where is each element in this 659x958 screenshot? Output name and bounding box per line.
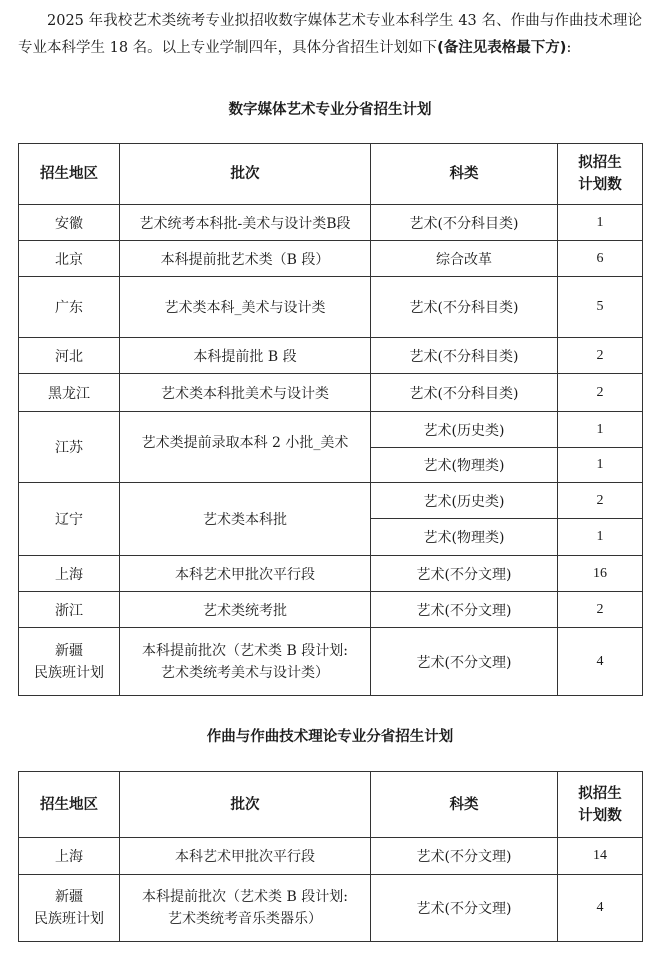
category-cell: 艺术(不分文理) <box>371 592 558 628</box>
header-region: 招生地区 <box>19 144 120 205</box>
intro-end: : <box>566 40 572 56</box>
table-row <box>19 628 643 696</box>
header-batch: 批次 <box>120 144 371 205</box>
table-row <box>19 412 643 448</box>
intro-note: (备注见表格最下方) <box>437 40 567 56</box>
intro-paragraph <box>18 8 642 62</box>
region-cell: 河北 <box>19 338 120 374</box>
region-cell: 广东 <box>19 277 120 338</box>
category-cell: 艺术(不分文理) <box>371 838 558 875</box>
count-cell: 2 <box>558 374 643 412</box>
region-cell: 江苏 <box>19 412 120 483</box>
count-cell: 14 <box>558 838 643 875</box>
category-cell: 艺术(历史类) <box>371 412 558 448</box>
count-cell: 1 <box>558 412 643 448</box>
batch-cell: 本科提前批次（艺术类 B 段计划: 艺术类统考音乐类器乐） <box>120 875 371 942</box>
table-row <box>19 338 643 374</box>
digital-media-plan-table <box>18 143 643 696</box>
category-cell: 艺术(不分文理) <box>371 875 558 942</box>
count-cell: 1 <box>558 448 643 483</box>
batch-cell: 艺术类统考批 <box>120 592 371 628</box>
batch-cell: 本科艺术甲批次平行段 <box>120 556 371 592</box>
table1-title: 数字媒体艺术专业分省招生计划 <box>228 102 432 118</box>
count-cell: 1 <box>558 205 643 241</box>
category-cell: 艺术(物理类) <box>371 519 558 556</box>
region-cell: 上海 <box>19 556 120 592</box>
count-cell: 2 <box>558 338 643 374</box>
table-row <box>19 592 643 628</box>
batch-cell: 本科艺术甲批次平行段 <box>120 838 371 875</box>
table-row <box>19 838 643 875</box>
count-cell: 2 <box>558 592 643 628</box>
table-row <box>19 205 643 241</box>
header-count: 拟招生 计划数 <box>558 772 643 838</box>
region-cell: 新疆 民族班计划 <box>19 875 120 942</box>
region-cell: 辽宁 <box>19 483 120 556</box>
batch-cell: 本科提前批次（艺术类 B 段计划: 艺术类统考美术与设计类） <box>120 628 371 696</box>
intro-text: 2025 年我校艺术类统考专业拟招收数字媒体艺术专业本科学生 43 名、作曲与作曲技术理论专业本科学生 18 名。以上专业学制四年，具体分省招生计划如下 <box>18 13 642 56</box>
category-cell: 综合改革 <box>371 241 558 277</box>
category-cell: 艺术(不分文理) <box>371 556 558 592</box>
batch-cell: 艺术类本科_美术与设计类 <box>120 277 371 338</box>
batch-cell: 艺术类本科批 <box>120 483 371 556</box>
category-cell: 艺术(不分科目类) <box>371 338 558 374</box>
category-cell: 艺术(不分文理) <box>371 628 558 696</box>
batch-cell: 艺术统考本科批-美术与设计类B段 <box>120 205 371 241</box>
region-cell: 安徽 <box>19 205 120 241</box>
table2-title: 作曲与作曲技术理论专业分省招生计划 <box>206 729 454 745</box>
composition-plan-table <box>18 771 643 942</box>
header-category: 科类 <box>371 144 558 205</box>
batch-cell: 艺术类提前录取本科 2 小批_美术 <box>120 412 371 483</box>
region-cell: 北京 <box>19 241 120 277</box>
category-cell: 艺术(不分科目类) <box>371 374 558 412</box>
batch-cell: 艺术类本科批美术与设计类 <box>120 374 371 412</box>
count-cell: 16 <box>558 556 643 592</box>
table-row <box>19 875 643 942</box>
region-cell: 黑龙江 <box>19 374 120 412</box>
category-cell: 艺术(不分科目类) <box>371 205 558 241</box>
count-cell: 1 <box>558 519 643 556</box>
table-row <box>19 277 643 338</box>
count-cell: 2 <box>558 483 643 519</box>
header-region: 招生地区 <box>19 772 120 838</box>
table-header-row <box>19 144 643 205</box>
region-cell: 新疆 民族班计划 <box>19 628 120 696</box>
table-row <box>19 556 643 592</box>
category-cell: 艺术(不分科目类) <box>371 277 558 338</box>
batch-cell: 本科提前批 B 段 <box>120 338 371 374</box>
category-cell: 艺术(历史类) <box>371 483 558 519</box>
count-cell: 5 <box>558 277 643 338</box>
count-cell: 4 <box>558 628 643 696</box>
header-count: 拟招生 计划数 <box>558 144 643 205</box>
category-cell: 艺术(物理类) <box>371 448 558 483</box>
table-row <box>19 241 643 277</box>
count-cell: 4 <box>558 875 643 942</box>
batch-cell: 本科提前批艺术类（B 段） <box>120 241 371 277</box>
region-cell: 上海 <box>19 838 120 875</box>
table-row <box>19 483 643 519</box>
table-row <box>19 374 643 412</box>
table-header-row <box>19 772 643 838</box>
count-cell: 6 <box>558 241 643 277</box>
header-batch: 批次 <box>120 772 371 838</box>
header-category: 科类 <box>371 772 558 838</box>
region-cell: 浙江 <box>19 592 120 628</box>
